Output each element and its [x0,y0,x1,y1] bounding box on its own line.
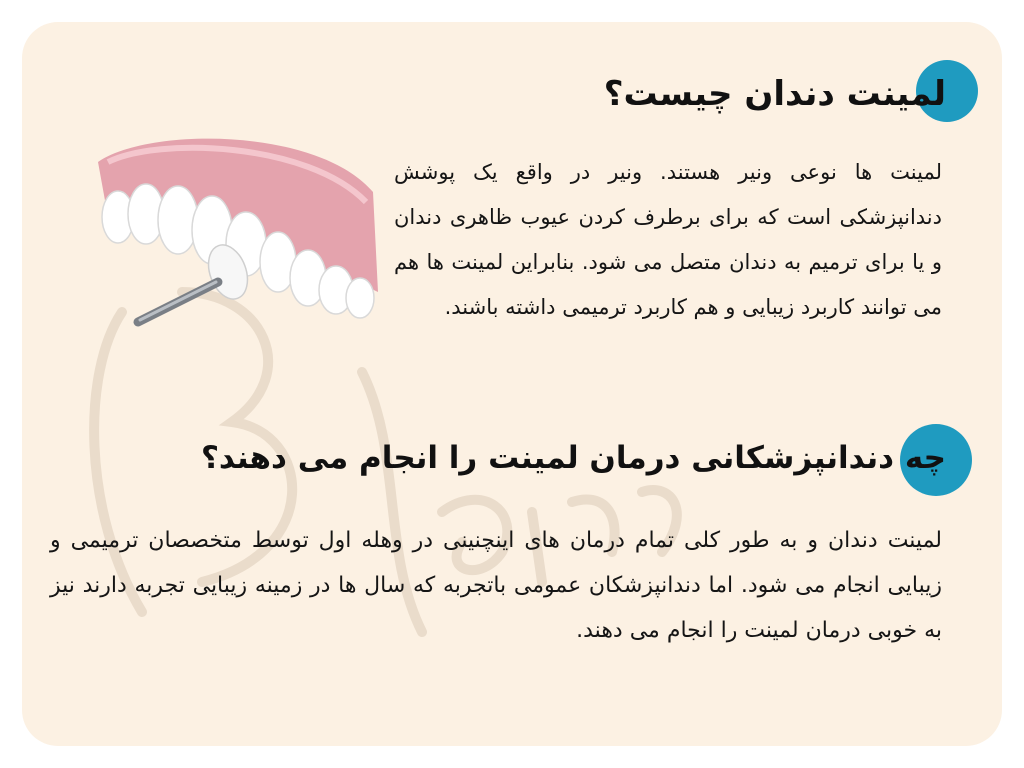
section2-paragraph: لمینت دندان و به طور کلی تمام درمان های اینچنینی در وهله اول توسط متخصصان ترمیمی و زیبایی انجام می شود. اما دندانپزشکان عمومی باتجربه که سال ها در زمینه زیبایی تجربه دارند نیز به خوبی درمان لمینت را انجام می دهند. [50,528,942,643]
info-card [22,22,1002,746]
teeth-veneer-illustration [78,122,388,352]
section1-heading: لمینت دندان چیست؟ [603,74,946,114]
section2-heading: چه دندانپزشکانی درمان لمینت را انجام می دهند؟ [200,440,946,476]
section1-paragraph: لمینت ها نوعی ونیر هستند. ونیر در واقع یک پوشش دندانپزشکی است که برای برطرف کردن عیوب ظاهری دندان و یا برای ترمیم به دندان متصل می شود. بنابراین لمینت ها هم می توانند کاربرد زیبایی و هم کاربرد ترمیمی داشته باشند. [394,160,942,319]
